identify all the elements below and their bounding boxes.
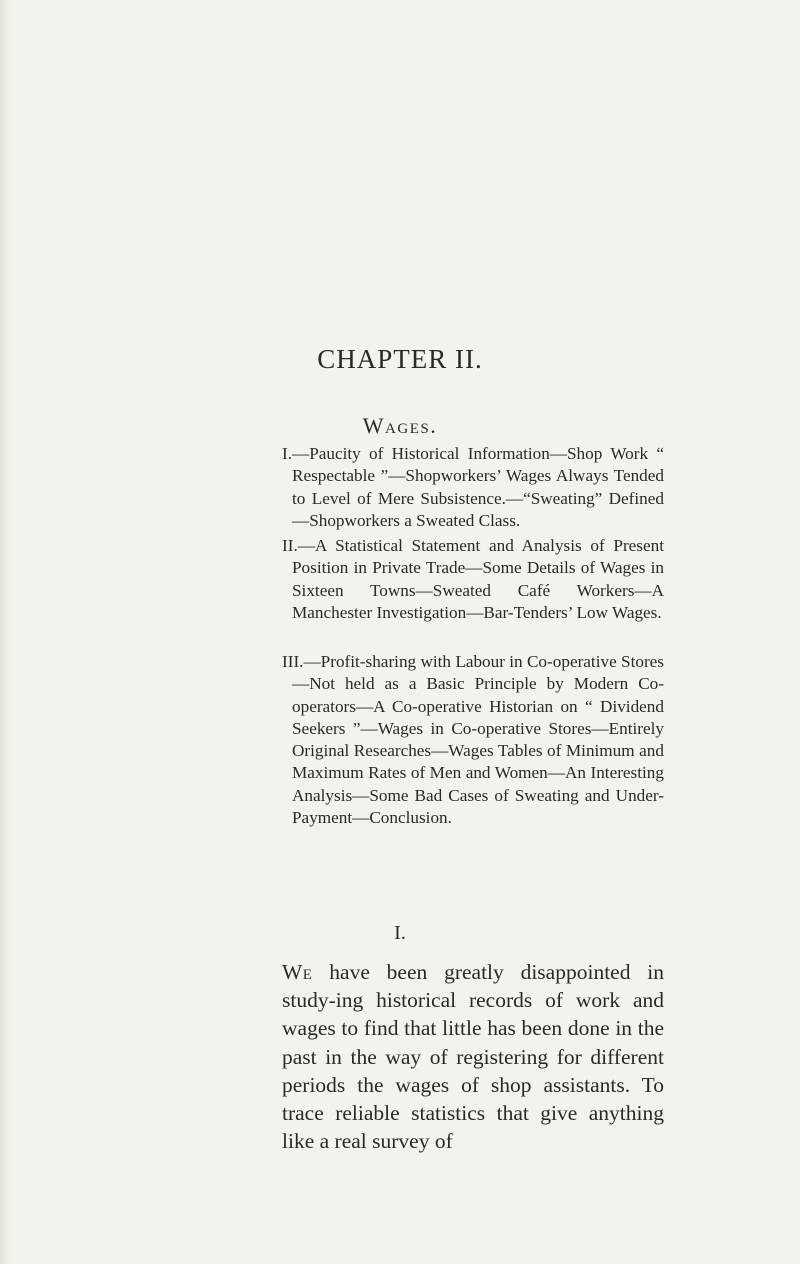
summary-paragraph-2: II.—A Statistical Statement and Analysis of Present Position in Private Trade—Some Details of Wages in Sixteen Towns—Sweated Café Workers—A Manchester Investigation—Bar-Tenders’ Low Wages. (282, 536, 664, 622)
summary-paragraph-3: III.—Profit-sharing with Labour in Co-operative Stores—Not held as a Basic Principle by Modern Co-operators—A Co-operative Historian on “ Dividend Seekers ”—Wages in Co-operative Stores—Entirely Original Researches—Wages Tables of Minimum and Maximum Rates of Men and Women—An Interesting Analysis—Some Bad Cases of Sweating and Under-Payment—Conclusion. (282, 652, 664, 828)
body-paragraph (282, 958, 664, 1155)
section-numeral: I. (394, 922, 406, 944)
summary-paragraph-1: I.—Paucity of Historical Information—Shop Work “ Respectable ”—Shopworkers’ Wages Always Tended to Level of Mere Subsistence.—“Sweating” Defined—Shopworkers a Sweated Class. (282, 444, 664, 530)
body-paragraph-text: have been greatly disappointed in study-ing historical records of work and wages to find that little has been done in the past in the way of registering for different periods the wages of shop assistants. To trace reliable statistics that give anything like a real survey of (282, 960, 664, 1154)
section-heading: Wages. (362, 413, 438, 438)
opening-word: We (282, 960, 313, 984)
chapter-heading: CHAPTER II. (317, 344, 483, 374)
page-edge (0, 0, 10, 1264)
